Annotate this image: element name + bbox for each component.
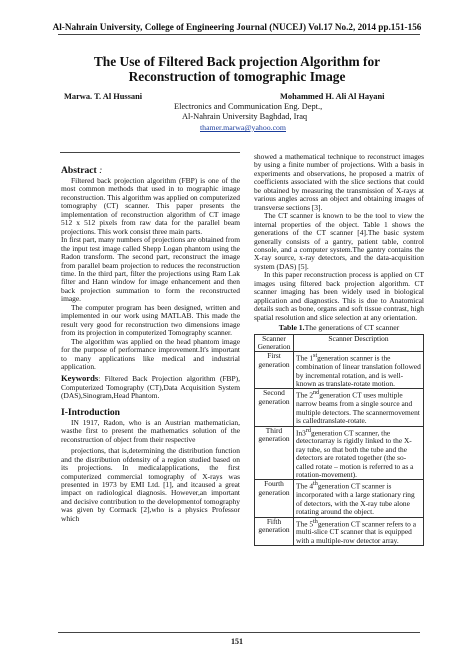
page-number: 151 xyxy=(231,637,243,646)
affiliation-dept: Electronics and Communication Eng. Dept., xyxy=(174,102,323,111)
table-row xyxy=(255,389,424,426)
abstract-rule xyxy=(60,152,240,153)
title-line-1: The Use of Filtered Back projection Algorithm for xyxy=(93,54,381,69)
author-1: Marwa. T. Al Hussani xyxy=(64,92,143,101)
table-row xyxy=(255,480,424,517)
table-row xyxy=(255,517,424,546)
keywords-label: Keywords xyxy=(61,373,99,384)
table-row xyxy=(255,352,424,389)
journal-header: Al-Nahrain University, College of Engineering Journal (NUCEJ) Vol.17 No.2, 2014 pp.151-156 xyxy=(52,22,422,32)
description-cell: The 5thgeneration CT scanner refers to a multi-slice CT scanner that is equipped with a multiple-row detector array. xyxy=(294,517,424,546)
abstract-heading: Abstract : xyxy=(61,165,103,176)
table-header-description: Scanner Description xyxy=(294,334,424,352)
intro-paragraph: In this paper reconstruction process is applied on CT images using filtered back projection algorithm. CT scanner imaging has been widely used in biological application and diagnostics. This is due to Anatomical details such as bone, organs and soft tissue contrast, high spatial resolution and slice selection at any orientation. xyxy=(254,270,424,322)
description-cell: The 4thgeneration CT scanner is incorporated with a large stationary ring of detectors, with the X-ray tube alone rotating around the object. xyxy=(294,480,424,517)
generation-cell: Fifth generation xyxy=(255,517,294,546)
abstract-paragraph: Filtered back projection algorithm (FBP) is one of the most common methods that used in to mographic image reconstruction. This algorithm was applied on computerized tomography (CT) scanner. This paper presents the implementation of reconstruction algorithm of CT image 512 x 512 pixels from raw data for the parallel beam projections. This work consist three main parts. xyxy=(61,176,240,236)
paper-title xyxy=(0,54,474,84)
description-cell: In3rdgeneration CT scanner, the detectorarray is rigidly linked to the X-ray tube, so that both the tube and the detectors are rotated together (the so-called rotate – motion is referred to as a rotation-movement). xyxy=(294,426,424,480)
generation-cell: Third generation xyxy=(255,426,294,480)
intro-paragraph: The CT scanner is known to be the tool to view the internal properties of the object. Table 1 shows the generations of the CT scanner [4].The basic system generally consists of a gantry, patient table, control console, and a computer system.The gantry contains the X-ray source, x-ray detectors, and the data-acquisition system (DAS) [5]. xyxy=(254,211,424,271)
author-email-link[interactable]: thamer.marwa@yahoo.com xyxy=(200,123,286,132)
generation-cell: Second generation xyxy=(255,389,294,426)
generation-cell: Fourth generation xyxy=(255,480,294,517)
table-header-row xyxy=(255,334,424,352)
right-column xyxy=(254,153,424,546)
abstract-paragraph: The algorithm was applied on the head phantom image for the purpose of performance improvement.It's important to many applications like medical and industrial application. xyxy=(61,336,240,371)
author-2: Mohammed H. Ali Al Hayani xyxy=(280,92,385,101)
intro-paragraph: projections, that is,determining the distribution function and the distribution ofdensity of a region studied based on its projections. In medicalapplications, the first computerized commercial tomography of X-rays was presented in 1973 by EMI Ltd. [1], and itcaused a great impact on radiological diagnosis. However,an important and decisive contribution to the developmentof tomography was given by Cormack [2],who is a physics Professor which xyxy=(61,446,240,523)
keywords xyxy=(61,374,240,400)
introduction-heading: I-Introduction xyxy=(61,406,120,418)
intro-paragraph: showed a mathematical technique to reconstruct images by using a finite number of projections. With a basis in experiments and observations, he proposed a matrix of coefficients associated with the slice sections that could be obtained by measuring the transmission of X-rays at various angles across an object and obtaining images of transverse sections [3]. xyxy=(254,152,424,212)
generation-cell: First generation xyxy=(255,352,294,389)
abstract-paragraph: In first part, many numbers of projections are obtained from the input test image called Shepp Logan phantom using the Radon transform. The second part, reconstruct the image from parallel beam projection to reduces the reconstruction time. In the third part, filter the projections using Ram Lak filter and Hann window for image enhancement and then back projection summation to form the reconstructed image. xyxy=(61,235,240,304)
ct-generations-table xyxy=(254,334,424,547)
intro-paragraph: IN 1917, Radon, who is an Austrian mathematician, wasthe first to present the mathematics solution of the reconstruction of object from their respective xyxy=(61,417,240,444)
title-line-2: Reconstruction of tomographic Image xyxy=(128,69,346,84)
keywords-text: : Filtered Back Projection algorithm (FBP), Computerized Tomography (CT),Data Acquisition System (DAS),Sinogram,Head Phantom. xyxy=(61,374,240,401)
table-row xyxy=(255,426,424,480)
abstract-paragraph: The computer program has been designed, written and implemented in our work using MATLAB. This made the result very good for reconstruction two dimensions image from its projection in computerized Tomography scanner. xyxy=(61,302,240,338)
affiliation-university: Al-Nahrain University Baghdad, Iraq xyxy=(182,112,308,121)
header-rule xyxy=(58,34,420,35)
table-header-generation: Scanner Generation xyxy=(255,334,294,352)
footer-rule xyxy=(58,632,420,633)
description-cell: The 1stgeneration scanner is the combination of linear translation followed by incremental rotation, and is well-known as translate-rotate motion. xyxy=(294,352,424,389)
table-caption: Table 1.The generations of CT scanner xyxy=(278,323,400,333)
description-cell: The 2ndgeneration CT uses multiple narrow beams from a single source and multiple detectors. The scannermovement is calledtranslate-rotate. xyxy=(294,389,424,426)
left-column xyxy=(61,165,240,523)
